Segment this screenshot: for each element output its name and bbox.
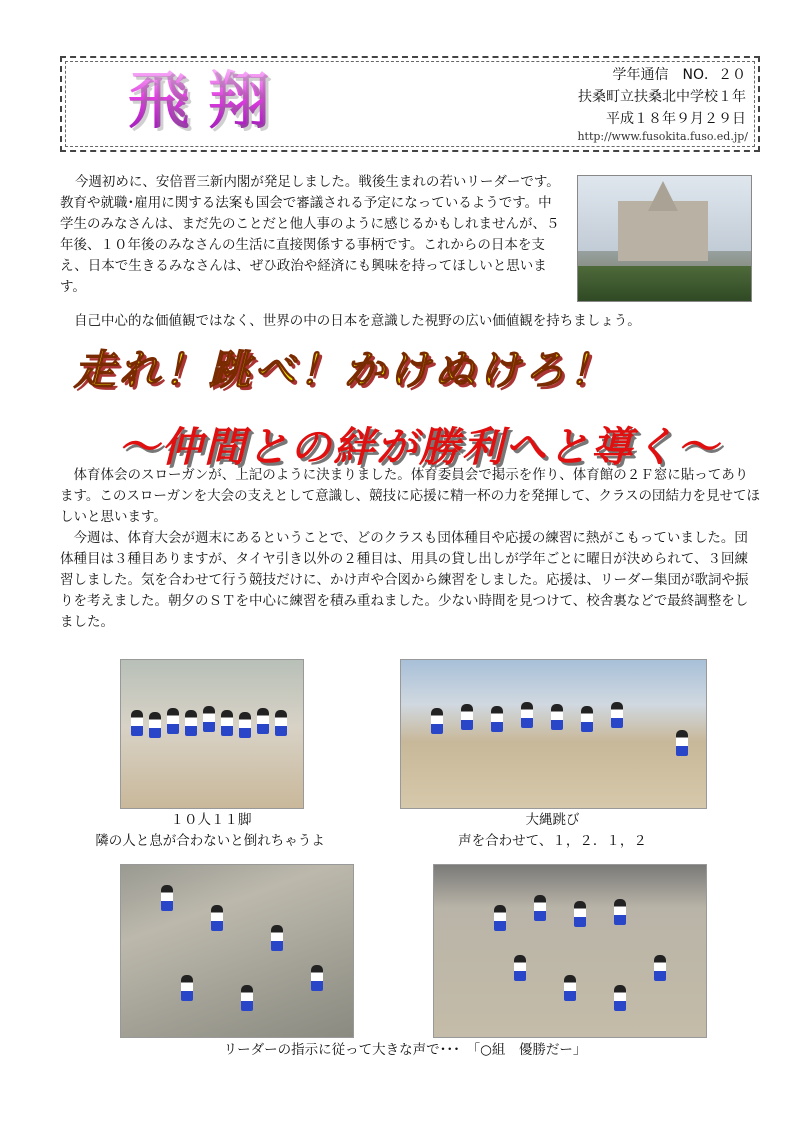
cheer-practice-photo-1 (120, 864, 354, 1038)
caption-bottom: リーダーの指示に従って大きな声で･･･ 「○組 優勝だー」 (223, 1042, 587, 1058)
slogan-line-2: ～仲間との絆が勝利へと導く～ (118, 423, 720, 471)
intro-paragraph (60, 172, 565, 298)
intro-closing (60, 311, 760, 332)
caption-1-title: １０人１１脚 (170, 812, 252, 828)
logo-text: 飛翔 (128, 62, 508, 140)
issue-date: 平成１８年９月２９日 (606, 111, 746, 127)
intro-text: 今週初めに、安倍晋三新内閣が発足しました。戦後生まれの若いリーダーです。教育や就職･雇用に関する法案も国会で審議される予定になっているようです。中学生のみなさんは、まだ先のことだと他人事のように感じるかもしれませんが、５年後、１０年後のみなさんの生活に直接関係する事柄です。これからの日本を支え、日本で生きるみなさんは、ぜひ政治や経済にも興味を持ってほしいと思います。 (60, 174, 560, 295)
ten-person-race-photo (120, 659, 304, 809)
jump-rope-photo (400, 659, 707, 809)
caption-2-sub: 声を合わせて、１，２．１，２ (458, 833, 647, 849)
school-url[interactable]: http://www.fusokita.fuso.ed.jp/ (577, 130, 748, 143)
cheer-practice-photo-2 (433, 864, 707, 1038)
caption-2-title: 大縄跳び (525, 812, 580, 828)
newsletter-logo (128, 62, 508, 140)
body-paragraph-2: 今週は、体育大会が週末にあるということで、どのクラスも団体種目や応援の練習に熱がこもっていました。団体種目は３種目ありますが、タイヤ引き以外の２種目は、用具の貸し出しが学年ごとに曜日が決められて、３回練習しました。気を合わせて行う競技だけに、かけ声や合図から練習をしました。応援は、リーダー集団が歌詞や振りを考えました。朝夕のＳＴを中心に練習を積み重ねました。少ない時間を見つけて、校舎裏などで最終調整をしました。 (60, 530, 749, 630)
issue-number: 学年通信 NO．２０ (612, 67, 746, 83)
diet-building-photo (577, 175, 752, 302)
school-name: 扶桑町立扶桑北中学校１年 (578, 89, 746, 105)
body-paragraph-1: 体育体会のスローガンが、上記のように決まりました。体育委員会で掲示を作り、体育館の２Ｆ窓に貼ってあります。このスローガンを大会の支えとして意識し、競技に応援に精一杯の力を発揮して、クラスの団結力を見せてほしいと思います。 (60, 467, 760, 525)
intro-closing-text: 自己中心的な価値観ではなく、世界の中の日本を意識した視野の広い価値観を持ちましょう。 (74, 313, 641, 329)
body-paragraphs (60, 465, 760, 633)
slogan-line-1: 走れ！跳べ！かけぬけろ！ (74, 346, 614, 394)
caption-1-sub: 隣の人と息が合わないと倒れちゃうよ (95, 833, 325, 849)
